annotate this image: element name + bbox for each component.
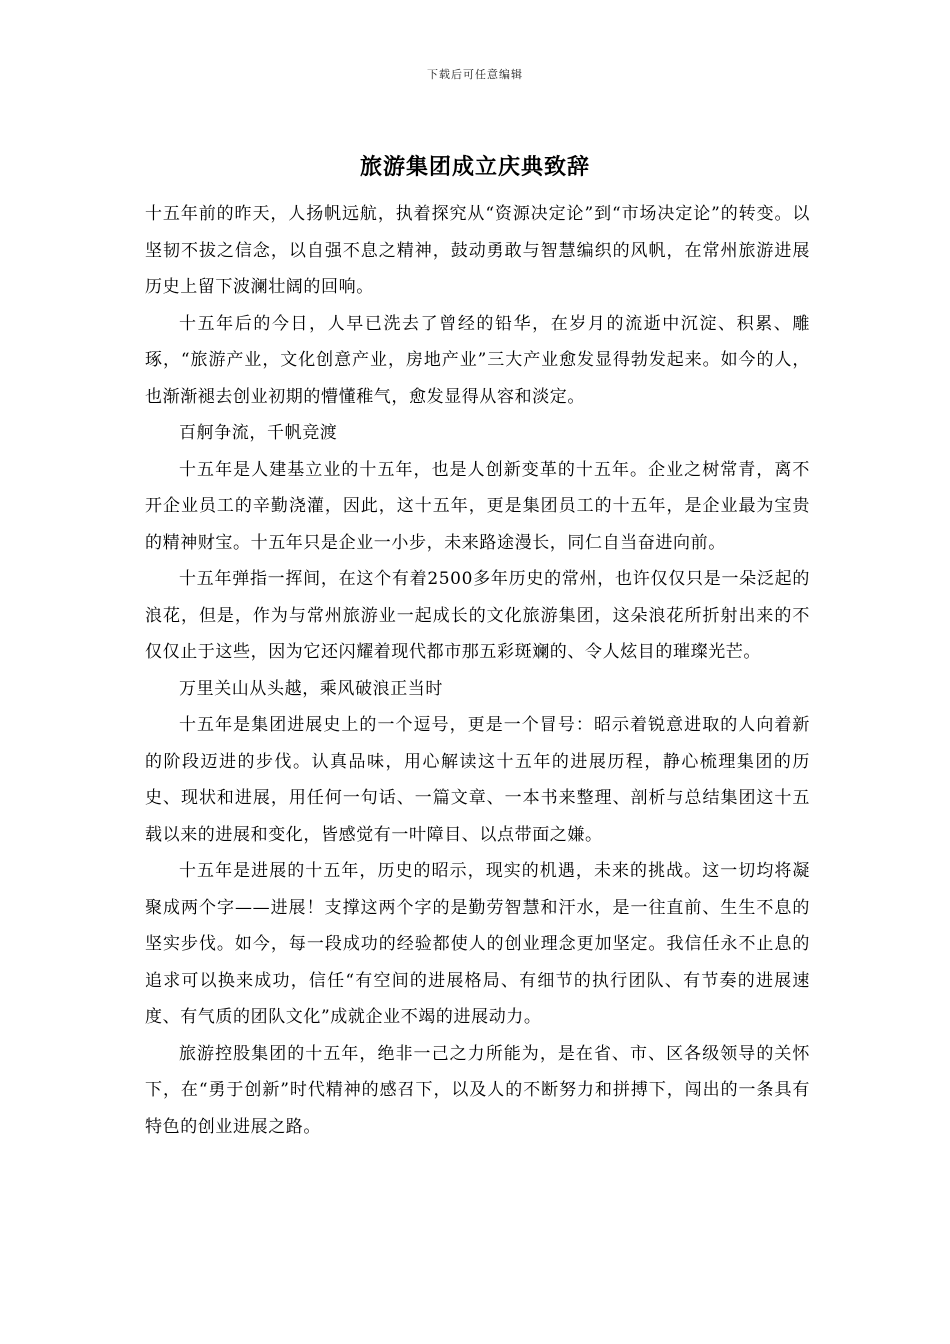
document-title: 旅游集团成立庆典致辞: [359, 154, 590, 180]
document-body: [145, 196, 810, 1145]
paragraph: 十五年是进展的十五年，历史的昭示，现实的机遇，未来的挑战。这一切均将凝聚成两个字——进展！支撑这两个字的是勤劳智慧和汗水，是一往直前、生生不息的坚实步伐。如今，每一段成功的经验都使人的创业理念更加坚定。我信任永不止息的追求可以换来成功，信任“有空间的进展格局、有细节的执行团队、有节奏的进展速度、有气质的团队文化”成就企业不竭的进展动力。: [145, 861, 810, 1027]
paragraph: 十五年是集团进展史上的一个逗号，更是一个冒号：昭示着锐意进取的人向着新的阶段迈进的步伐。认真品味，用心解读这十五年的进展历程，静心梳理集团的历史、现状和进展，用任何一句话、一篇文章、一本书来整理、剖析与总结集团这十五载以来的进展和变化，皆感觉有一叶障目、以点带面之嫌。: [145, 715, 810, 845]
section-heading: 百舸争流，千帆竞渡: [179, 423, 338, 443]
paragraph: 十五年前的昨天，人扬帆远航，执着探究从“资源决定论”到“市场决定论”的转变。以坚韧不拔之信念，以自强不息之精神，鼓动勇敢与智慧编织的风帆，在常州旅游进展历史上留下波澜壮阔的回响。: [145, 204, 810, 297]
section-heading: 万里关山从头越，乘风破浪正当时: [179, 678, 443, 699]
paragraph: 十五年弹指一挥间，在这个有着2500多年历史的常州，也许仅仅只是一朵泛起的浪花，但是，作为与常州旅游业一起成长的文化旅游集团，这朵浪花所折射出来的不仅仅止于这些，因为它还闪耀着现代都市那五彩斑斓的、令人炫目的璀璨光芒。: [145, 569, 810, 662]
paragraph: 旅游控股集团的十五年，绝非一己之力所能为，是在省、市、区各级领导的关怀下，在“勇于创新”时代精神的感召下，以及人的不断努力和拼搏下，闯出的一条具有特色的创业进展之路。: [145, 1043, 810, 1137]
paragraph: 十五年是人建基立业的十五年，也是人创新变革的十五年。企业之树常青，离不开企业员工的辛勤浇灌，因此，这十五年，更是集团员工的十五年，是企业最为宝贵的精神财宝。十五年只是企业一小步，未来路途漫长，同仁自当奋进向前。: [145, 459, 810, 553]
paragraph: 十五年后的今日，人早已洗去了曾经的铅华，在岁月的流逝中沉淀、积累、雕琢，“旅游产业，文化创意产业，房地产业”三大产业愈发显得勃发起来。如今的人，也渐渐褪去创业初期的懵懂稚气，愈发显得从容和淡定。: [145, 313, 810, 407]
page-header-note: 下载后可任意编辑: [427, 68, 523, 81]
